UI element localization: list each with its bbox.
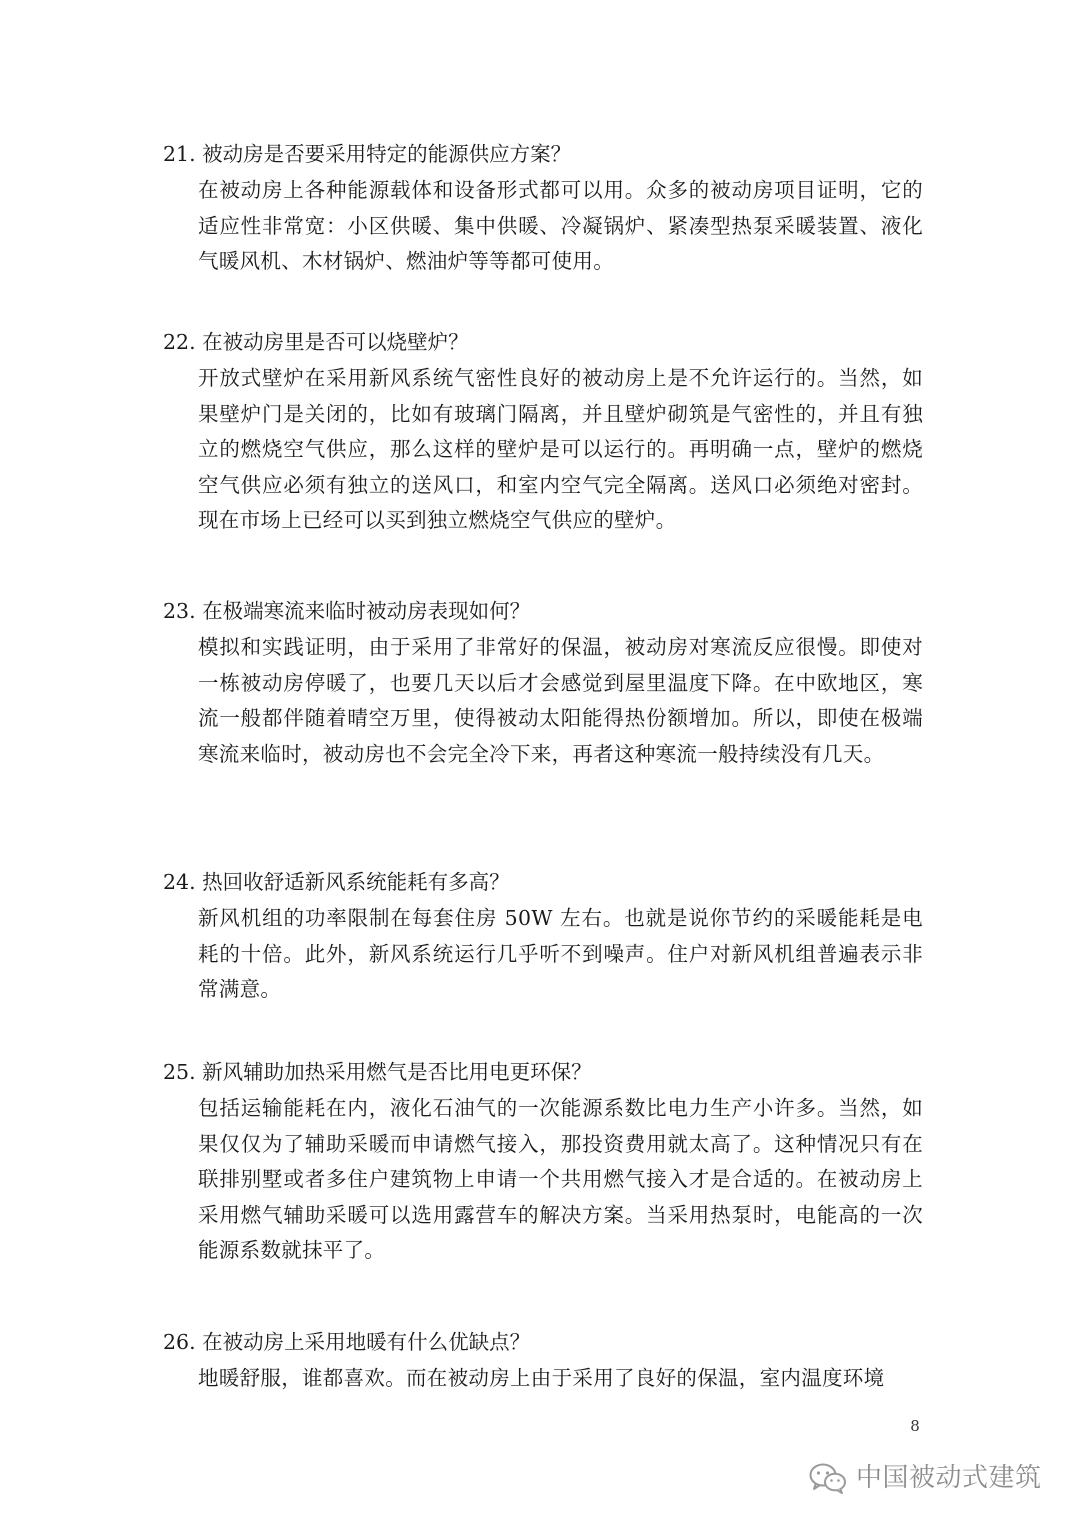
answer-paragraph: 在被动房上各种能源载体和设备形式都可以用。众多的被动房项目证明，它的适应性非常宽：小区供暖、集中供暖、冷凝锅炉、紧凑型热泵采暖装置、液化气暖风机、木材锅炉、燃油炉等等都可使用。 — [198, 178, 923, 273]
question-heading: 23. 在极端寒流来临时被动房表现如何？ — [163, 599, 531, 623]
faq-item-25 — [163, 1055, 923, 1269]
watermark — [808, 1456, 1042, 1500]
question-heading: 22. 在被动房里是否可以烧壁炉？ — [163, 330, 469, 354]
answer-paragraph: 包括运输能耗在内，液化石油气的一次能源系数比电力生产小许多。当然，如果仅仅为了辅助采暖而申请燃气接入，那投资费用就太高了。这种情况只有在联排别墅或者多住户建筑物上申请一个共用燃气接入才是合适的。在被动房上采用燃气辅助采暖可以选用露营车的解决方案。当采用热泵时，电能高的一次能源系数就抹平了。 — [198, 1096, 923, 1262]
faq-item-23 — [163, 594, 923, 772]
watermark-text: 中国被动式建筑 — [856, 1463, 1042, 1493]
question-heading: 21. 被动房是否要采用特定的能源供应方案？ — [163, 142, 572, 166]
faq-item-22 — [163, 325, 923, 539]
faq-item-21 — [163, 137, 923, 280]
question-heading: 26. 在被动房上采用地暖有什么优缺点？ — [163, 1330, 531, 1354]
wechat-icon — [808, 1461, 848, 1495]
faq-item-26 — [163, 1325, 923, 1397]
answer-paragraph: 模拟和实践证明，由于采用了非常好的保温，被动房对寒流反应很慢。即使对一栋被动房停暖了，也要几天以后才会感觉到屋里温度下降。在中欧地区，寒流一般都伴随着晴空万里，使得被动太阳能得热份额增加。所以，即使在极端寒流来临时，被动房也不会完全冷下来，再者这种寒流一般持续没有几天。 — [198, 635, 923, 766]
answer-paragraph: 新风机组的功率限制在每套住房 50W 左右。也就是说你节约的采暖能耗是电耗的十倍。此外，新风系统运行几乎听不到噪声。住户对新风机组普遍表示非常满意。 — [198, 906, 923, 1001]
answer-paragraph: 开放式壁炉在采用新风系统气密性良好的被动房上是不允许运行的。当然，如果壁炉门是关闭的，比如有玻璃门隔离，并且壁炉砌筑是气密性的，并且有独立的燃烧空气供应，那么这样的壁炉是可以运行的。再明确一点，壁炉的燃烧空气供应必须有独立的送风口，和室内空气完全隔离。送风口必须绝对密封。现在市场上已经可以买到独立燃烧空气供应的壁炉。 — [198, 366, 923, 532]
question-heading: 24. 热回收舒适新风系统能耗有多高？ — [163, 870, 510, 894]
faq-item-24 — [163, 865, 923, 1008]
answer-paragraph: 地暖舒服，谁都喜欢。而在被动房上由于采用了良好的保温，室内温度环境 — [198, 1366, 885, 1390]
question-heading: 25. 新风辅助加热采用燃气是否比用电更环保？ — [163, 1060, 592, 1084]
page-number: 8 — [910, 1417, 920, 1435]
